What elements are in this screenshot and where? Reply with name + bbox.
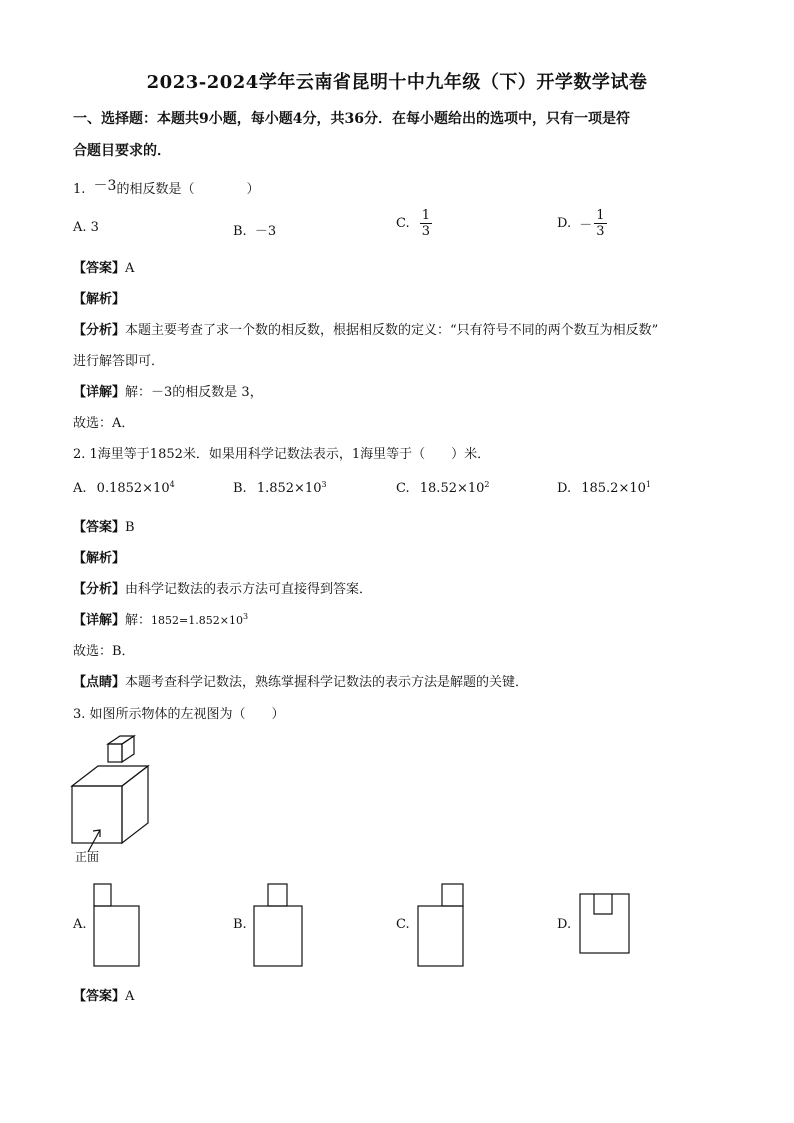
option-math [581,481,651,496]
q1-option-a [73,220,99,235]
remark-tag: 【点睛】 [73,675,126,690]
q1-option-b [233,220,276,239]
detail-tag: 【详解】 [73,613,126,628]
answer-value: B [125,520,135,535]
exponent: 3 [321,480,327,489]
question-3-stem: 3. 如图所示物体的左视图为（ ） [73,707,285,722]
option-letter: A. [73,220,87,235]
q3-option-d-letter: D. [557,917,572,932]
analysis-text: 由科学记数法的表示方法可直接得到答案． [125,582,373,597]
large-rectangle [94,906,139,966]
large-rectangle [254,906,302,966]
answer-value: A [125,989,135,1004]
question-1-stem [73,178,259,198]
question-2-stem: 2. 1海里等于1852米．如果用科学记数法表示，1海里等于（ ）米． [73,447,491,462]
option-letter: C. [396,216,410,231]
fraction-denominator: 3 [596,224,605,239]
detail-text: 解：－3的相反数是 3， [125,385,263,400]
q2-analysis [73,578,372,597]
mantissa: 18.52×10 [419,481,485,496]
fraction-numerator: 1 [596,208,605,223]
option-letter: D. [557,216,572,231]
analysis-tag: 【分析】 [73,323,126,338]
q3-option-c-figure [414,880,474,970]
q2-jiexi [73,547,125,566]
inner-notch [594,894,612,914]
question-number: 1. [73,182,86,197]
section-heading-line1: 一、选择题：本题共9小题，每小题4分，共36分．在每小题给出的选项中，只有一项是符 [73,111,630,127]
answer-tag: 【答案】 [73,989,126,1004]
detail-tag: 【详解】 [73,385,126,400]
q3-option-a-letter: A. [73,917,87,932]
jiexi-tag: 【解析】 [73,292,126,307]
q1-answer [73,257,134,276]
small-cube-top-face [108,736,134,744]
front-view-label: 正面 [75,850,100,864]
option-math [420,481,490,496]
detail-prefix: 解： [125,613,152,628]
q1-analysis-line1 [73,319,658,338]
fraction [594,208,606,239]
q2-detail [73,609,248,628]
large-rectangle [418,906,463,966]
option-math [97,481,175,496]
large-rectangle [580,894,629,953]
big-box-side-face [122,766,148,843]
jiexi-tag: 【解析】 [73,551,126,566]
question-1-text: 的相反数是（ ） [116,182,260,197]
option-letter: B. [233,481,247,496]
q3-option-c-letter: C. [396,917,410,932]
q2-option-d [557,480,651,496]
q1-jiexi [73,288,125,307]
answer-tag: 【答案】 [73,261,126,276]
exponent: 1 [645,480,651,489]
detail-math [151,614,248,627]
mantissa: 1.852×10 [256,481,322,496]
answer-value: A [125,261,135,276]
q2-option-c [396,480,490,496]
option-text: 3 [90,220,99,235]
small-square [442,884,463,906]
q3-option-a-figure [90,880,150,970]
exponent: 2 [484,480,490,489]
small-square [268,884,287,906]
big-box-top-face [72,766,148,786]
detail-exponent: 3 [242,612,249,621]
q2-remark [73,671,528,690]
q1-analysis-line2: 进行解答即可． [73,354,165,369]
minus-sign: － [579,218,593,233]
q3-option-d-figure [576,890,636,960]
option-letter: B. [233,224,247,239]
q3-option-b-figure [250,880,310,970]
mantissa: 185.2×10 [581,481,646,496]
q3-option-b-letter: B. [233,917,247,932]
document-title: 2023-2024学年云南省昆明十中九年级（下）开学数学试卷 [146,72,648,93]
option-text: －3 [254,224,277,239]
q1-option-c [396,208,432,239]
answer-tag: 【答案】 [73,520,126,535]
fraction-numerator: 1 [421,208,431,223]
option-math [257,481,327,496]
small-cube-side-face [122,736,134,762]
q1-choose: 故选：A． [73,416,135,431]
section-heading-line2: 合题目要求的． [73,143,171,159]
analysis-text: 本题主要考查了求一个数的相反数，根据相反数的定义：“只有符号不同的两个数互为相反数” [125,323,659,338]
q2-choose: 故选：B． [73,644,135,659]
small-cube-front-face [108,744,122,762]
question-1-value: －3 [93,178,117,194]
mantissa: 0.1852×10 [96,481,170,496]
fraction-denominator: 3 [421,224,431,239]
analysis-tag: 【分析】 [73,582,126,597]
q1-detail [73,381,263,400]
q3-answer [73,985,134,1004]
exponent: 4 [169,480,175,489]
fraction [420,208,432,239]
remark-text: 本题考查科学记数法，熟练掌握科学记数法的表示方法是解题的关键． [125,675,529,690]
small-square [94,884,111,906]
option-letter: A. [73,481,87,496]
option-letter: D. [557,481,572,496]
detail-mantissa: 1852=1.852×10 [151,614,243,627]
q2-option-a [73,480,175,496]
q2-answer [73,516,135,535]
option-letter: C. [396,481,410,496]
q1-option-d [557,208,607,239]
q2-option-b [233,480,327,496]
